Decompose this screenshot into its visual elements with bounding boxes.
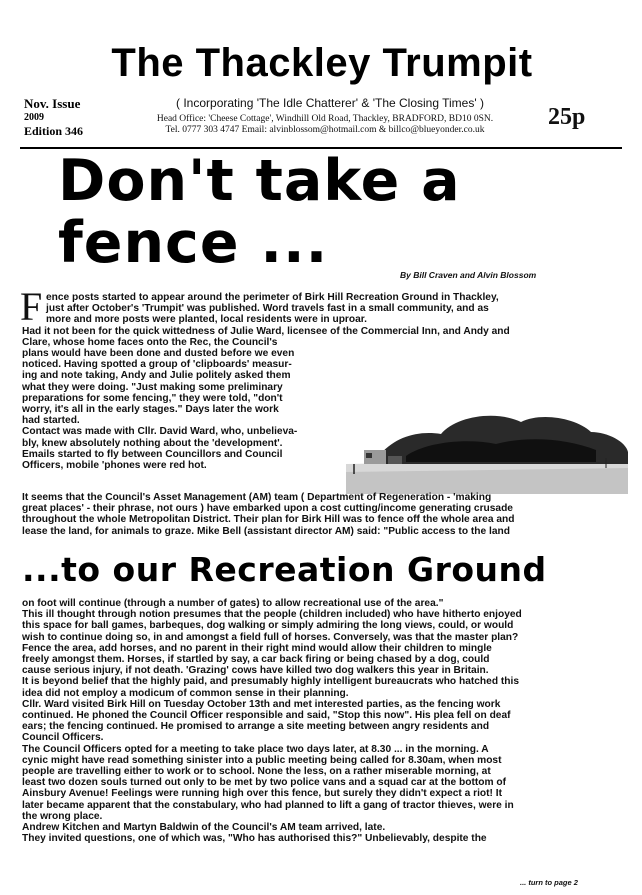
article-line: This ill thought through notion presumes that the people (children included) who have hitherto enjoyed bbox=[22, 609, 522, 621]
article-line: Emails started to fly between Councillors and Council bbox=[22, 448, 283, 460]
article-line: cynic might have read something sinister into a public meeting being called for 8.30am, when most bbox=[22, 754, 502, 766]
article-line: ing and note taking, Andy and Julie politely asked them bbox=[22, 370, 291, 382]
headline-line-2: fence ... bbox=[58, 210, 329, 276]
article-line: It seems that the Council's Asset Management (AM) team ( Department of Regeneration - 'making bbox=[22, 492, 492, 503]
masthead-subtitle: ( Incorporating 'The Idle Chatterer' & 'The Closing Times' ) bbox=[176, 96, 484, 110]
article-body-bottom bbox=[22, 598, 626, 844]
article-line: worry, it's all in the early stages." Days later the work bbox=[22, 404, 279, 416]
article-line: noticed. Having spotted a group of 'clipboards' measur- bbox=[22, 359, 292, 371]
head-office-info bbox=[110, 114, 540, 136]
article-line: this space for ball games, barbeques, dog walking or simply admiring the long views, could, or would bbox=[22, 620, 514, 632]
cover-price: 25p bbox=[548, 104, 586, 130]
issue-month: Nov. Issue bbox=[24, 96, 81, 111]
article-line: plans would have been done and dusted before we even bbox=[22, 348, 295, 360]
head-office-contact: Tel. 0777 303 4747 Email: alvinblossom@hotmail.com & billco@blueyonder.co.uk bbox=[165, 125, 485, 135]
article-body-mid bbox=[22, 492, 626, 537]
article-line: just after October's 'Trumpit' was published. Word travels fast in a small community, and as bbox=[46, 303, 489, 315]
headline-line-1: Don't take a bbox=[58, 148, 461, 214]
article-line: continued. He phoned the Council Officer responsible and said, "Stop this now". His plea fell on deaf bbox=[22, 710, 511, 722]
sub-headline: ...to our Recreation Ground bbox=[22, 550, 547, 589]
article-line: Officers, mobile 'phones were red hot. bbox=[22, 460, 207, 472]
turn-to-page-link[interactable]: ... turn to page 2 bbox=[520, 878, 578, 887]
issue-year: 2009 bbox=[24, 112, 44, 123]
article-line: Cllr. Ward visited Birk Hill on Tuesday October 13th and met interested parties, as the fencing work bbox=[22, 698, 501, 710]
article-line: wish to continue doing so, in and amongst a field full of horses. Conversely, was that the master plan? bbox=[22, 631, 519, 643]
article-line: Ainsbury Avenue! Feelings were running high over this fence, but surely they didn't expect a riot! It bbox=[22, 788, 502, 800]
head-office-address: Head Office: 'Cheese Cottage', Windhill Old Road, Thackley, BRADFORD, BD10 0SN. bbox=[156, 114, 494, 124]
recreation-ground-photo bbox=[346, 398, 628, 494]
article-line: Had it not been for the quick wittedness of Julie Ward, licensee of the Commercial Inn, and Andy and bbox=[22, 325, 510, 337]
drop-cap: F bbox=[20, 284, 43, 329]
article-line: freely amongst them. Horses, if startled by say, a car back firing or being chased by a dog, could bbox=[22, 654, 490, 666]
article-line: preparations for some fencing," they were told, "don't bbox=[22, 392, 283, 404]
article-line: Contact was made with Cllr. David Ward, who, unbelieva- bbox=[22, 426, 298, 438]
article-line: Fence the area, add horses, and no parent in their right mind would allow their children to mingle bbox=[22, 642, 492, 654]
article-line: later became apparent that the constabulary, who had planned to lift a gang of tractor thieves, were in bbox=[22, 799, 514, 811]
article-line: The Council Officers opted for a meeting to take place two days later, at 8.30 ... in the morning. A bbox=[22, 743, 489, 755]
article-line: people are travelling either to work or to school. None the less, on a rather miserable morning, at bbox=[22, 766, 491, 778]
article-line: had started. bbox=[22, 415, 80, 427]
article-line: They invited questions, one of which was, "Who has authorised this?" Unbelievably, despite the bbox=[22, 833, 487, 845]
article-line: idea did not employ a modicum of common sense in their planning. bbox=[22, 687, 349, 699]
article-line: more and more posts were planted, local residents were in uproar. bbox=[46, 314, 368, 326]
article-line: least two dozen souls turned out only to be met by two police vans and a squad car at the bottom of bbox=[22, 777, 506, 789]
article-line: great places' - their phrase, not ours ) have embarked upon a cost cutting/income generating crusade bbox=[22, 503, 513, 515]
article-line: ears; the fencing continued. He promised to arrange a site meeting between angry residents and bbox=[22, 721, 490, 733]
article-line: the wrong place. bbox=[22, 810, 103, 822]
article-line: It is beyond belief that the highly paid, and presumably highly intelligent bureaucrats who hatched this bbox=[22, 676, 519, 688]
main-headline bbox=[58, 150, 461, 274]
article-line: cause serious injury, if not death. 'Grazing' cows have killed two dog walkers this year in Britain. bbox=[22, 665, 489, 677]
article-line: throughout the whole Metropolitan District. Their plan for Birk Hill was to fence off the whole area and bbox=[22, 514, 515, 526]
issue-edition: Edition 346 bbox=[24, 124, 84, 138]
article-line: Clare, whose home faces onto the Rec, the Council's bbox=[22, 336, 278, 348]
article-line: what they were doing. "Just making some preliminary bbox=[22, 381, 283, 393]
article-line: ence posts started to appear around the perimeter of Birk Hill Recreation Ground in Thackley, bbox=[46, 292, 499, 303]
article-line: lease the land, for animals to graze. Mike Bell (assistant director AM) said: "Public access to the land bbox=[22, 525, 510, 537]
byline: By Bill Craven and Alvin Blossom bbox=[400, 270, 537, 280]
article-line: on foot will continue (through a number of gates) to allow recreational use of the area." bbox=[22, 598, 444, 609]
article-line: Andrew Kitchen and Martyn Baldwin of the Council's AM team arrived, late. bbox=[22, 822, 386, 834]
article-line: Council Officers. bbox=[22, 732, 104, 744]
issue-info bbox=[24, 96, 83, 138]
masthead-title: The Thackley Trumpit bbox=[111, 41, 533, 85]
article-line: bly, knew absolutely nothing about the 'development'. bbox=[22, 437, 283, 449]
